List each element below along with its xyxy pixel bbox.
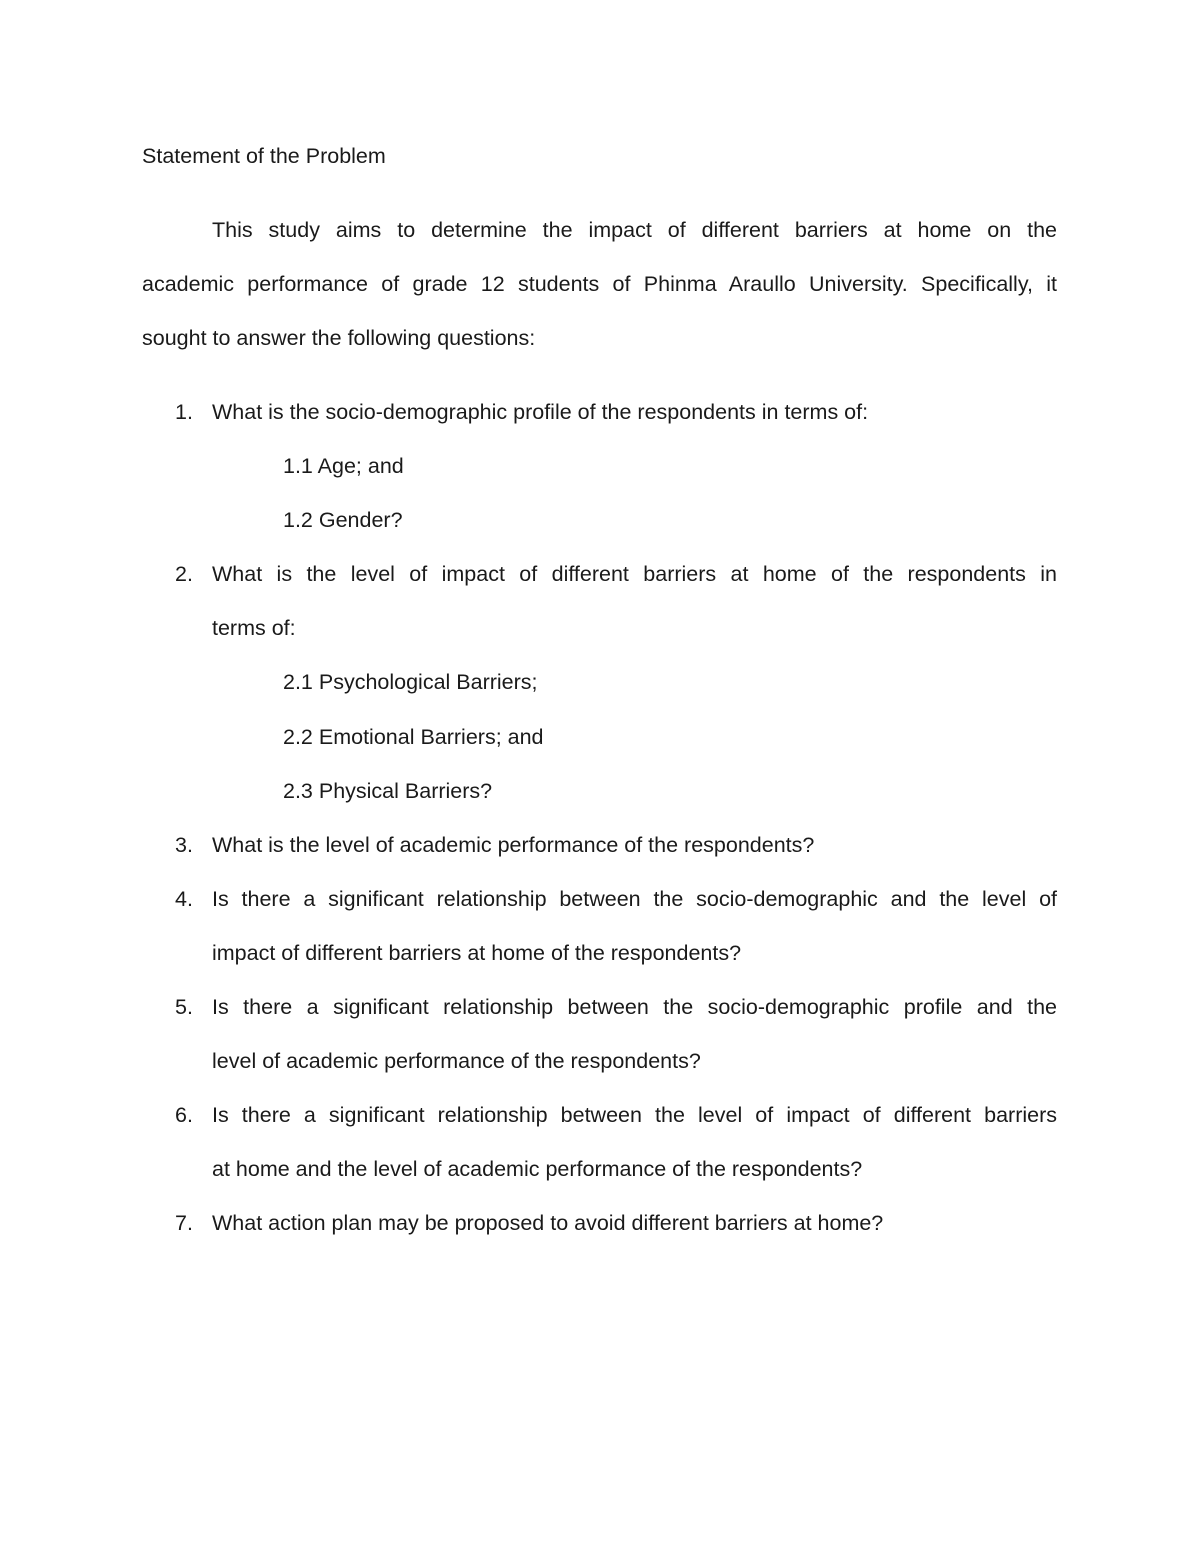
question-text: level of academic performance of the respondents?: [212, 1049, 701, 1073]
question-text: Is there a significant relationship between the socio-demographic profile and the: [212, 995, 1057, 1019]
question-subitem: 1.2 Gender?: [283, 508, 403, 532]
intro-line-1: This study aims to determine the impact of different barriers at home on the: [212, 218, 1057, 242]
question-number: 6.: [175, 1103, 193, 1127]
question-subitem: 2.2 Emotional Barriers; and: [283, 725, 544, 749]
question-subitem: 1.1 Age; and: [283, 454, 404, 478]
question-text: What is the socio-demographic profile of the respondents in terms of:: [212, 400, 869, 424]
intro-line-3: sought to answer the following questions:: [142, 326, 536, 350]
question-number: 5.: [175, 995, 193, 1019]
question-text: terms of:: [212, 616, 296, 640]
question-text: Is there a significant relationship between the socio-demographic and the level of: [212, 887, 1057, 911]
question-text: at home and the level of academic performance of the respondents?: [212, 1157, 863, 1181]
question-number: 7.: [175, 1211, 193, 1235]
question-subitem: 2.3 Physical Barriers?: [283, 779, 493, 803]
question-text: What is the level of impact of different barriers at home of the respondents in: [212, 562, 1057, 586]
intro-line-2: academic performance of grade 12 students of Phinma Araullo University. Specifically, it: [142, 272, 1057, 296]
question-number: 4.: [175, 887, 193, 911]
question-text: impact of different barriers at home of the respondents?: [212, 941, 742, 965]
section-heading: Statement of the Problem: [142, 144, 386, 168]
question-number: 1.: [175, 400, 193, 424]
question-number: 3.: [175, 833, 193, 857]
question-subitem: 2.1 Psychological Barriers;: [283, 670, 538, 694]
question-number: 2.: [175, 562, 193, 586]
question-text: What action plan may be proposed to avoid different barriers at home?: [212, 1211, 884, 1235]
question-text: What is the level of academic performance of the respondents?: [212, 833, 815, 857]
question-text: Is there a significant relationship between the level of impact of different barriers: [212, 1103, 1057, 1127]
